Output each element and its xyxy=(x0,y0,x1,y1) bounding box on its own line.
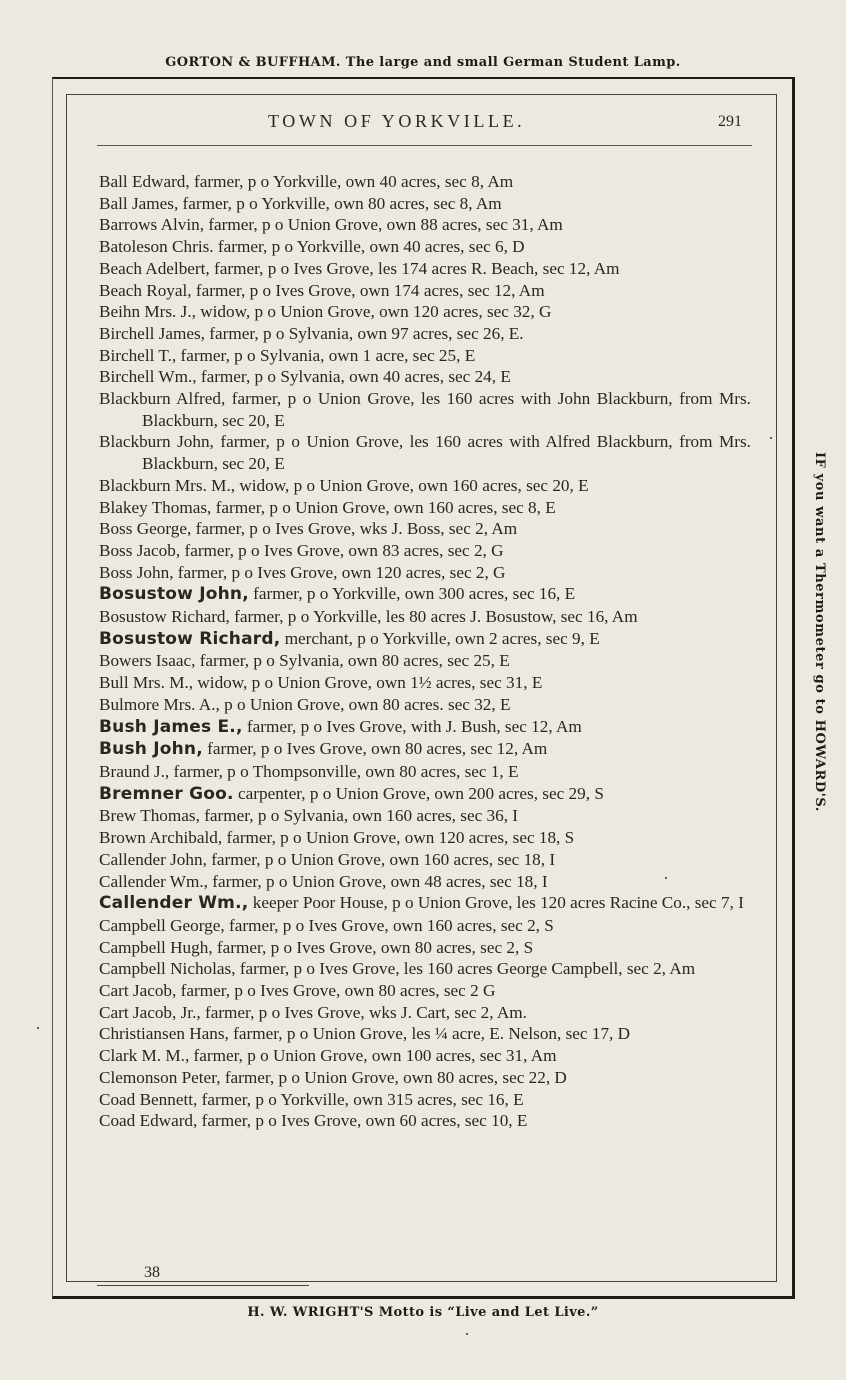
directory-entry xyxy=(99,958,751,980)
directory-entry xyxy=(99,171,751,193)
page-number: 291 xyxy=(718,113,742,130)
entry-name: Brown Archibald, xyxy=(99,828,223,848)
entry-name: Bosustow Richard, xyxy=(99,607,230,627)
entry-name: Boss Jacob, xyxy=(99,540,181,560)
entry-details: farmer, p o Ives Grove, own 174 acres, sec 12, Am xyxy=(191,280,545,300)
directory-entry xyxy=(99,366,751,388)
directory-entry xyxy=(99,1023,751,1045)
running-head: TOWN OF YORKVILLE. xyxy=(268,111,526,131)
directory-entries xyxy=(99,171,751,1132)
entry-name: Clark M. M., xyxy=(99,1046,190,1066)
entry-name: Christiansen Hans, xyxy=(99,1024,229,1044)
entry-name: Blackburn Mrs. M., xyxy=(99,475,236,495)
entry-details: farmer, p o Ives Grove, own 80 acres, sec 12, Am xyxy=(202,739,548,759)
entry-name: Bowers Isaac, xyxy=(99,651,196,671)
directory-entry xyxy=(99,937,751,959)
directory-entry xyxy=(99,892,751,915)
ink-speck xyxy=(37,1027,39,1029)
entry-details: widow, p o Union Grove, own 160 acres, sec 20, E xyxy=(235,475,589,495)
entry-name: Clemonson Peter, xyxy=(99,1067,221,1087)
directory-entry xyxy=(99,849,751,871)
directory-entry xyxy=(99,323,751,345)
entry-details: farmer, p o Union Grove, own 160 acres, sec 18, I xyxy=(206,849,556,869)
directory-entry xyxy=(99,1089,751,1111)
entry-details: farmer, p o Yorkville, own 80 acres, sec 8, Am xyxy=(178,193,502,213)
entry-details: farmer, p o Sylvania, own 160 acres, sec 36, I xyxy=(199,806,519,826)
directory-entry xyxy=(99,1067,751,1089)
entry-name: Brew Thomas, xyxy=(99,806,200,826)
entry-name: Bosustow John, xyxy=(99,584,249,605)
entry-name: Braund J., xyxy=(99,761,170,781)
directory-entry xyxy=(99,301,751,323)
signature-rule xyxy=(97,1285,309,1286)
entry-details: widow, p o Union Grove, own 1½ acres, sec 31, E xyxy=(193,673,543,693)
entry-details: p o Union Grove, own 80 acres. sec 32, E xyxy=(219,694,511,714)
entry-name: Birchell James, xyxy=(99,323,205,343)
signature-mark: 38 xyxy=(144,1264,160,1281)
entry-details: farmer, p o Yorkville, own 300 acres, sec 16, E xyxy=(248,584,576,604)
entry-details: farmer, p o Ives Grove, wks J. Cart, sec 2, Am. xyxy=(200,1002,527,1022)
entry-details: farmer, p o Union Grove, own 48 acres, sec 18, I xyxy=(207,871,548,891)
directory-entry xyxy=(99,1002,751,1024)
entry-details: farmer, p o Union Grove, les 160 acres with John Blackburn, from Mrs. Blackburn, sec 20, E xyxy=(142,389,751,430)
entry-name: Boss John, xyxy=(99,562,174,582)
entry-name: Bull Mrs. M., xyxy=(99,673,194,693)
directory-entry xyxy=(99,518,751,540)
ink-speck xyxy=(466,1333,468,1335)
entry-details: farmer, p o Ives Grove, wks J. Boss, sec 2, Am xyxy=(191,519,518,539)
entry-name: Coad Edward, xyxy=(99,1111,198,1131)
entry-details: farmer, p o Yorkville, own 40 acres, sec 8, Am xyxy=(189,172,514,191)
entry-details: farmer, p o Union Grove, own 80 acres, sec 22, D xyxy=(220,1067,567,1087)
directory-entry xyxy=(99,562,751,584)
entry-details: farmer, p o Yorkville, own 40 acres, sec 6, D xyxy=(213,237,525,257)
entry-details: widow, p o Union Grove, own 120 acres, sec 32, G xyxy=(195,302,552,322)
directory-entry xyxy=(99,431,751,474)
directory-entry xyxy=(99,628,751,651)
directory-entry xyxy=(99,783,751,806)
directory-entry xyxy=(99,540,751,562)
entry-details: farmer, p o Thompsonville, own 80 acres, sec 1, E xyxy=(169,761,519,781)
ink-speck xyxy=(665,877,667,879)
entry-name: Campbell Hugh, xyxy=(99,937,213,957)
entry-name: Ball Edward, xyxy=(99,172,190,191)
entry-details: farmer, p o Union Grove, les 160 acres with Alfred Blackburn, from Mrs. Blackburn, sec 20, E xyxy=(142,432,751,474)
directory-entry xyxy=(99,980,751,1002)
directory-entry xyxy=(99,583,751,606)
directory-entry xyxy=(99,1045,751,1067)
entry-name: Campbell Nicholas, xyxy=(99,959,236,979)
directory-entry xyxy=(99,345,751,367)
entry-name: Beach Royal, xyxy=(99,280,192,300)
directory-entry xyxy=(99,236,751,258)
directory-entry xyxy=(99,738,751,761)
header-rule xyxy=(97,145,752,146)
directory-entry xyxy=(99,193,751,215)
directory-entry xyxy=(99,827,751,849)
entry-details: farmer, p o Ives Grove, own 80 acres, sec 2 G xyxy=(176,981,496,1001)
entry-name: Blackburn John, xyxy=(99,432,214,452)
directory-entry xyxy=(99,475,751,497)
entry-name: Birchell T., xyxy=(99,345,177,365)
entry-name: Cart Jacob, Jr., xyxy=(99,1002,201,1022)
bottom-advertisement: H. W. WRIGHT'S Motto is “Live and Let Live.” xyxy=(247,1305,599,1320)
directory-entry xyxy=(99,606,751,628)
directory-entry xyxy=(99,650,751,672)
entry-name: Beach Adelbert, xyxy=(99,258,210,278)
directory-entry xyxy=(99,214,751,236)
entry-name: Campbell George, xyxy=(99,915,225,935)
entry-details: merchant, p o Yorkville, own 2 acres, sec 9, E xyxy=(280,628,600,648)
entry-details: farmer, p o Sylvania, own 1 acre, sec 25, E xyxy=(176,345,476,365)
entry-name: Coad Bennett, xyxy=(99,1089,198,1109)
entry-details: farmer, p o Sylvania, own 97 acres, sec 26, E. xyxy=(204,323,524,343)
entry-details: farmer, p o Ives Grove, own 120 acres, sec 2, G xyxy=(173,562,506,582)
entry-name: Batoleson Chris. xyxy=(99,237,214,257)
directory-entry xyxy=(99,694,751,716)
entry-details: farmer, p o Ives Grove, les 160 acres George Campbell, sec 2, Am xyxy=(235,959,696,979)
entry-name: Bremner Goo. xyxy=(99,783,234,804)
entry-name: Beihn Mrs. J., xyxy=(99,302,196,322)
entry-name: Bush James E., xyxy=(99,716,243,737)
entry-details: farmer, p o Union Grove, own 100 acres, sec 31, Am xyxy=(189,1046,557,1066)
entry-name: Boss George, xyxy=(99,519,192,539)
entry-details: farmer, p o Sylvania, own 80 acres, sec 25, E xyxy=(195,651,510,671)
entry-details: farmer, p o Ives Grove, les 174 acres R. Beach, sec 12, Am xyxy=(209,258,620,278)
entry-name: Callender Wm., xyxy=(99,871,208,891)
top-advertisement: GORTON & BUFFHAM. The large and small German Student Lamp. xyxy=(165,55,681,70)
entry-name: Callender John, xyxy=(99,849,207,869)
directory-entry xyxy=(99,761,751,783)
directory-entry xyxy=(99,388,751,431)
directory-entry xyxy=(99,280,751,302)
entry-name: Blakey Thomas, xyxy=(99,497,212,517)
entry-name: Callender Wm., xyxy=(99,893,249,914)
entry-name: Bush John, xyxy=(99,739,203,760)
directory-entry xyxy=(99,871,751,893)
entry-details: farmer, p o Union Grove, own 120 acres, sec 18, S xyxy=(222,828,575,848)
side-advertisement: IF you want a Thermometer go to HOWARD'S. xyxy=(812,452,827,812)
entry-name: Ball James, xyxy=(99,193,179,213)
entry-name: Barrows Alvin, xyxy=(99,215,205,235)
entry-details: farmer, p o Yorkville, les 80 acres J. Bosustow, sec 16, Am xyxy=(229,607,638,627)
entry-name: Bosustow Richard, xyxy=(99,628,281,649)
entry-details: farmer, p o Yorkville, own 315 acres, sec 16, E xyxy=(197,1089,524,1109)
entry-details: farmer, p o Ives Grove, own 160 acres, sec 2, S xyxy=(224,915,554,935)
directory-entry xyxy=(99,805,751,827)
directory-entry xyxy=(99,258,751,280)
entry-details: farmer, p o Ives Grove, with J. Bush, sec 12, Am xyxy=(242,716,582,736)
entry-details: farmer, p o Sylvania, own 40 acres, sec 24, E xyxy=(196,367,511,387)
entry-details: farmer, p o Union Grove, les ¼ acre, E. Nelson, sec 17, D xyxy=(228,1024,631,1044)
entry-name: Cart Jacob, xyxy=(99,981,177,1001)
ink-speck xyxy=(770,437,772,439)
directory-entry xyxy=(99,915,751,937)
entry-details: farmer, p o Ives Grove, own 83 acres, sec 2, G xyxy=(180,540,504,560)
entry-name: Blackburn Alfred, xyxy=(99,389,226,409)
directory-entry xyxy=(99,497,751,519)
entry-details: carpenter, p o Union Grove, own 200 acres, sec 29, S xyxy=(233,783,604,803)
entry-details: keeper Poor House, p o Union Grove, les 120 acres Racine Co., sec 7, I xyxy=(248,893,744,913)
entry-name: Birchell Wm., xyxy=(99,367,197,387)
directory-entry xyxy=(99,672,751,694)
entry-details: farmer, p o Union Grove, own 160 acres, sec 8, E xyxy=(211,497,556,517)
entry-details: farmer, p o Ives Grove, own 80 acres, sec 2, S xyxy=(212,937,534,957)
entry-details: farmer, p o Union Grove, own 88 acres, sec 31, Am xyxy=(204,215,563,235)
entry-details: farmer, p o Ives Grove, own 60 acres, sec 10, E xyxy=(197,1111,528,1131)
entry-name: Bulmore Mrs. A., xyxy=(99,694,220,714)
directory-entry xyxy=(99,1110,751,1132)
directory-entry xyxy=(99,716,751,739)
